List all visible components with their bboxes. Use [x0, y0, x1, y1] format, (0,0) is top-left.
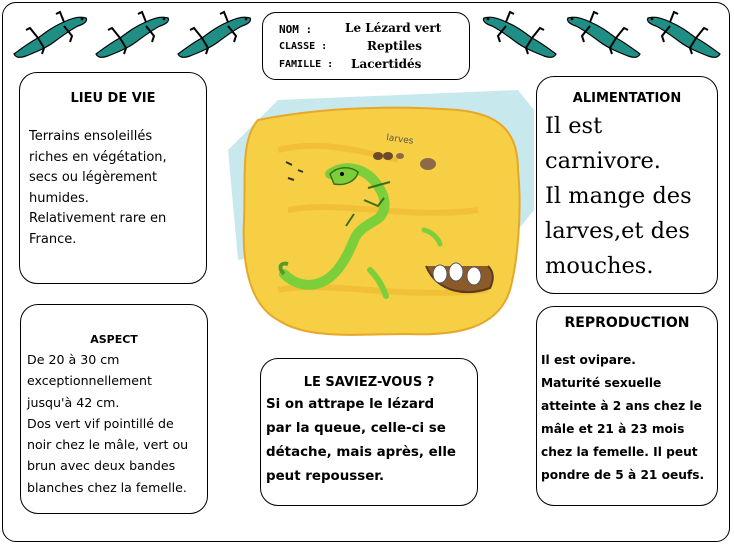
famille-value: Lacertidés	[351, 57, 422, 71]
alimentation-text	[545, 109, 692, 284]
saviez-line: Si on attrape le lézard	[266, 397, 435, 412]
id-card	[262, 12, 470, 80]
reproduction-line: pondre de 5 à 21 oeufs.	[541, 468, 705, 482]
aspect-panel	[20, 304, 208, 514]
lizard-icon	[642, 8, 726, 64]
lieu-line: secs ou légèrement	[29, 170, 158, 185]
alimentation-line: Il est	[545, 113, 603, 139]
reproduction-line: mâle et 21 à 23 mois	[541, 422, 685, 436]
saviez-line: peut repousser.	[266, 469, 385, 484]
famille-label: FAMILLE :	[279, 59, 334, 70]
aspect-line: blanches chez la femelle.	[27, 479, 187, 495]
reproduction-text	[541, 349, 704, 487]
reproduction-panel	[536, 306, 718, 506]
lizard-icon	[562, 8, 646, 64]
lieu-line: riches en végétation,	[29, 149, 167, 165]
aspect-text	[27, 349, 188, 498]
lieu-de-vie-panel	[19, 72, 207, 284]
alimentation-title: ALIMENTATION	[572, 91, 682, 106]
aspect-line: brun avec deux bandes	[27, 458, 176, 474]
reproduction-line: Maturité sexuelle	[541, 376, 662, 390]
aspect-line: Dos vert vif pointillé de	[27, 415, 174, 431]
lizard-icon	[172, 8, 256, 64]
lizard-drawing	[218, 90, 534, 340]
aspect-line: De 20 à 30 cm	[27, 352, 120, 367]
alimentation-line: Il mange des	[545, 183, 692, 209]
reproduction-line: chez la femelle. Il peut	[541, 445, 698, 459]
lieu-line: Terrains ensoleillés	[29, 129, 153, 144]
alimentation-line: carnivore.	[545, 148, 661, 174]
saviez-vous-panel	[260, 358, 478, 506]
classe-label: CLASSE :	[279, 41, 328, 52]
aspect-line: jusqu'à 42 cm.	[27, 394, 120, 410]
saviez-text	[266, 393, 456, 489]
reproduction-line: Il est ovipare.	[541, 353, 636, 367]
lizard-icon	[8, 8, 92, 64]
alimentation-line: mouches.	[545, 253, 654, 279]
saviez-title: LE SAVIEZ-VOUS ?	[303, 375, 435, 390]
reproduction-line: atteinte à 2 ans chez le	[541, 399, 702, 413]
lieu-line: Relativement rare en	[29, 211, 167, 226]
lizard-icon	[478, 8, 562, 64]
lieu-line: humides.	[29, 190, 89, 206]
reproduction-title: REPRODUCTION	[564, 315, 690, 331]
alimentation-line: larves,et des	[545, 218, 690, 244]
aspect-line: noir chez le mâle, vert ou	[27, 437, 189, 453]
nom-label: NOM :	[279, 23, 313, 36]
lieu-text	[29, 127, 167, 250]
lizard-icon	[90, 8, 174, 64]
saviez-line: détache, mais après, elle	[266, 445, 456, 460]
nom-value: Le Lézard vert	[345, 21, 442, 35]
alimentation-panel	[536, 76, 718, 294]
lieu-line: France.	[29, 231, 77, 247]
larves-label: larves	[385, 133, 414, 147]
saviez-line: par la queue, celle-ci se	[266, 421, 446, 436]
lieu-title: LIEU DE VIE	[70, 91, 156, 106]
classe-value: Reptiles	[367, 39, 423, 53]
aspect-title: ASPECT	[90, 333, 138, 346]
aspect-line: exceptionnellement	[27, 373, 152, 389]
